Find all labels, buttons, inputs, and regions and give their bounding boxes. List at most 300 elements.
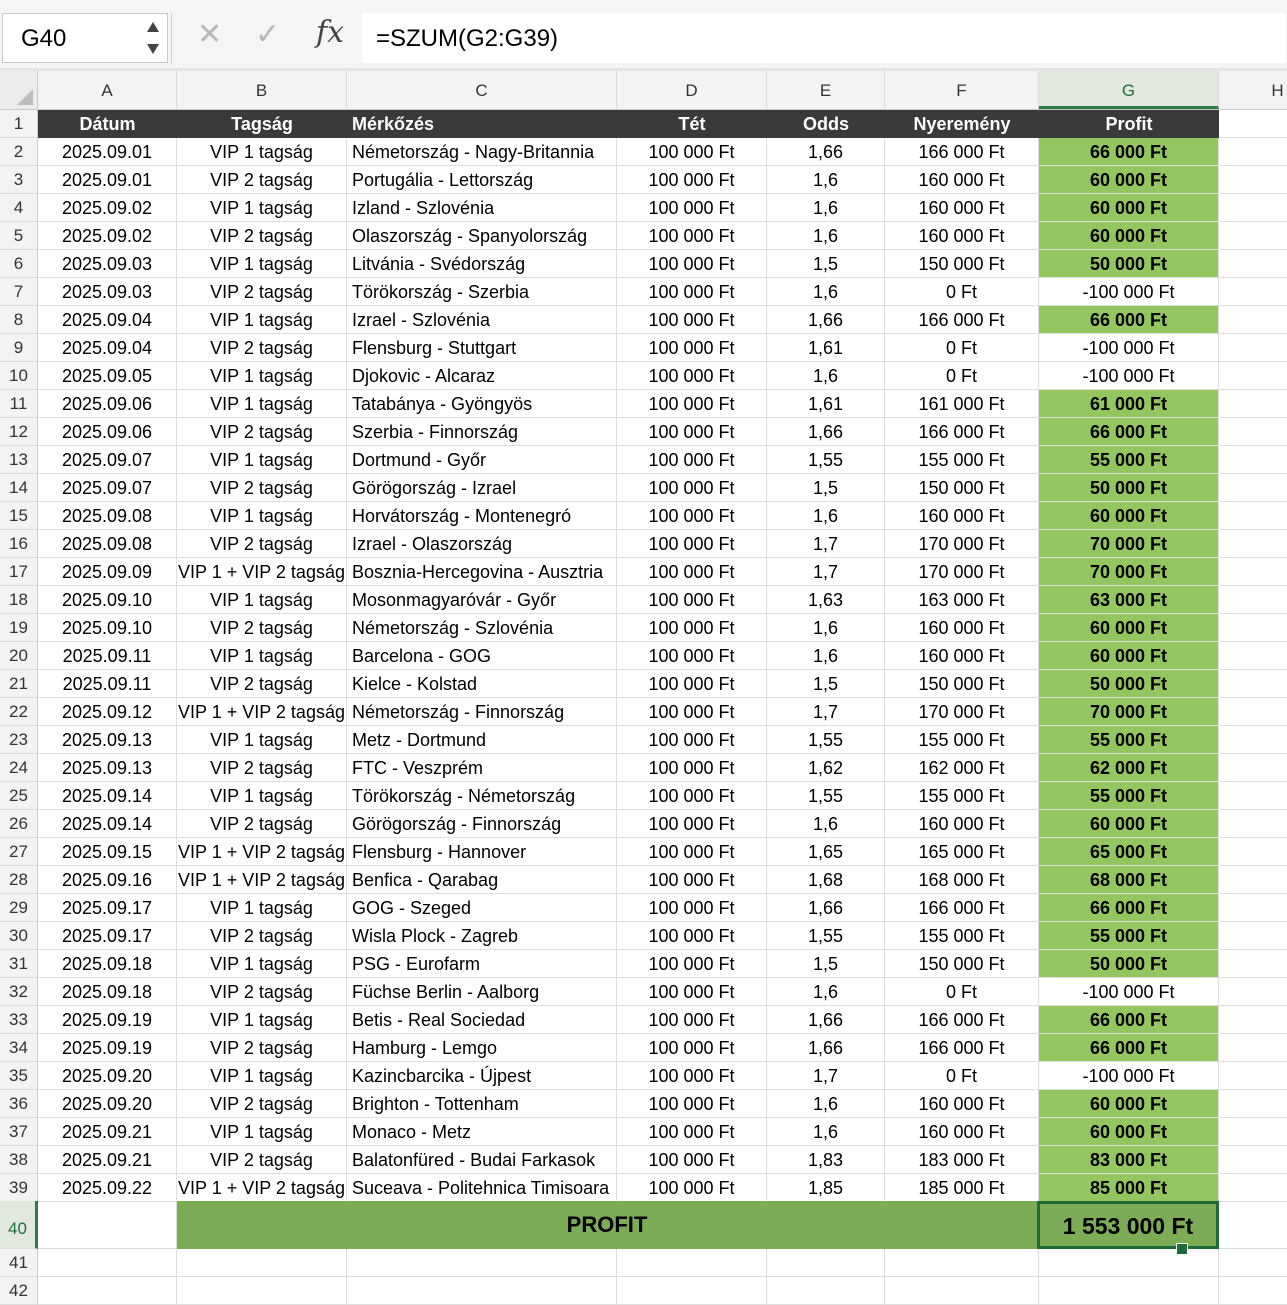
row-header[interactable]: 16 — [0, 530, 38, 558]
cell-nyeremeny[interactable]: 166 000 Ft — [885, 306, 1039, 334]
cell-tet[interactable]: 100 000 Ft — [617, 362, 767, 390]
cell-nyeremeny[interactable]: 150 000 Ft — [885, 250, 1039, 278]
empty-cell[interactable] — [1219, 166, 1287, 194]
cell-profit[interactable]: 55 000 Ft — [1039, 782, 1219, 810]
cell-datum[interactable]: 2025.09.06 — [38, 390, 177, 418]
row-header[interactable]: 29 — [0, 894, 38, 922]
empty-cell[interactable] — [1219, 810, 1287, 838]
empty-cell[interactable] — [1219, 1146, 1287, 1174]
cell-odds[interactable]: 1,6 — [767, 502, 885, 530]
cell-datum[interactable]: 2025.09.19 — [38, 1034, 177, 1062]
cell-nyeremeny[interactable]: 165 000 Ft — [885, 838, 1039, 866]
cell-tet[interactable]: 100 000 Ft — [617, 950, 767, 978]
cell-merkozes[interactable]: Benfica - Qarabag — [347, 866, 617, 894]
cell-odds[interactable]: 1,66 — [767, 1034, 885, 1062]
cell-merkozes[interactable]: Izrael - Olaszország — [347, 530, 617, 558]
cell-profit[interactable]: 60 000 Ft — [1039, 642, 1219, 670]
row-header[interactable]: 12 — [0, 418, 38, 446]
cell-merkozes[interactable]: Dortmund - Győr — [347, 446, 617, 474]
cell-profit[interactable]: 50 000 Ft — [1039, 250, 1219, 278]
empty-cell[interactable] — [1219, 1006, 1287, 1034]
cell-nyeremeny[interactable]: 170 000 Ft — [885, 698, 1039, 726]
cell-nyeremeny[interactable]: 163 000 Ft — [885, 586, 1039, 614]
cell-odds[interactable]: 1,6 — [767, 222, 885, 250]
cell-datum[interactable]: 2025.09.04 — [38, 334, 177, 362]
cell-tet[interactable]: 100 000 Ft — [617, 698, 767, 726]
cell-tagsag[interactable]: VIP 2 tagság — [177, 166, 347, 194]
row-header[interactable]: 36 — [0, 1090, 38, 1118]
cell-odds[interactable]: 1,6 — [767, 166, 885, 194]
cell-nyeremeny[interactable]: 170 000 Ft — [885, 530, 1039, 558]
empty-cell[interactable] — [1219, 1090, 1287, 1118]
cell-merkozes[interactable]: Görögország - Finnország — [347, 810, 617, 838]
cell-odds[interactable]: 1,66 — [767, 138, 885, 166]
cell-odds[interactable]: 1,6 — [767, 978, 885, 1006]
cell-nyeremeny[interactable]: 160 000 Ft — [885, 810, 1039, 838]
confirm-icon[interactable]: ✓ — [255, 18, 281, 51]
insert-function-icon[interactable]: fx — [316, 15, 345, 50]
row-header[interactable]: 1 — [0, 110, 38, 138]
chevron-down-icon[interactable] — [147, 44, 159, 54]
cell-tagsag[interactable]: VIP 1 tagság — [177, 306, 347, 334]
cell-tet[interactable]: 100 000 Ft — [617, 614, 767, 642]
name-box[interactable] — [2, 13, 168, 63]
cell-odds[interactable]: 1,61 — [767, 390, 885, 418]
cell-tet[interactable]: 100 000 Ft — [617, 166, 767, 194]
cell-datum[interactable]: 2025.09.20 — [38, 1062, 177, 1090]
empty-cell[interactable] — [1219, 1249, 1287, 1277]
empty-cell[interactable] — [1219, 278, 1287, 306]
row-header[interactable]: 22 — [0, 698, 38, 726]
cell-tagsag[interactable]: VIP 1 tagság — [177, 1006, 347, 1034]
cell-profit[interactable]: 50 000 Ft — [1039, 670, 1219, 698]
cell-odds[interactable]: 1,83 — [767, 1146, 885, 1174]
cell-merkozes[interactable]: Kazincbarcika - Újpest — [347, 1062, 617, 1090]
empty-cell[interactable] — [1219, 838, 1287, 866]
cell-merkozes[interactable]: Betis - Real Sociedad — [347, 1006, 617, 1034]
cell-profit[interactable]: 62 000 Ft — [1039, 754, 1219, 782]
cell-merkozes[interactable]: Görögország - Izrael — [347, 474, 617, 502]
cell-tagsag[interactable]: VIP 1 tagság — [177, 894, 347, 922]
cell-nyeremeny[interactable]: 160 000 Ft — [885, 502, 1039, 530]
cell-datum[interactable]: 2025.09.02 — [38, 222, 177, 250]
empty-cell[interactable] — [1219, 1174, 1287, 1202]
empty-cell[interactable] — [1219, 586, 1287, 614]
empty-cell[interactable] — [38, 1277, 177, 1305]
cell-tet[interactable]: 100 000 Ft — [617, 782, 767, 810]
cell-tet[interactable]: 100 000 Ft — [617, 586, 767, 614]
cell-merkozes[interactable]: Djokovic - Alcaraz — [347, 362, 617, 390]
cell-nyeremeny[interactable]: 0 Ft — [885, 362, 1039, 390]
cell-profit[interactable]: 60 000 Ft — [1039, 1118, 1219, 1146]
cell-datum[interactable]: 2025.09.03 — [38, 250, 177, 278]
cell-merkozes[interactable]: FTC - Veszprém — [347, 754, 617, 782]
cell-datum[interactable]: 2025.09.07 — [38, 474, 177, 502]
empty-cell[interactable] — [1219, 1201, 1287, 1249]
cell-profit[interactable]: 55 000 Ft — [1039, 726, 1219, 754]
empty-cell[interactable] — [767, 1277, 885, 1305]
cell-nyeremeny[interactable]: 155 000 Ft — [885, 782, 1039, 810]
column-header-f[interactable]: F — [885, 71, 1039, 109]
cell-profit[interactable]: 70 000 Ft — [1039, 530, 1219, 558]
cell-merkozes[interactable]: Németország - Szlovénia — [347, 614, 617, 642]
cell-merkozes[interactable]: Németország - Nagy-Britannia — [347, 138, 617, 166]
cell-merkozes[interactable]: Törökország - Szerbia — [347, 278, 617, 306]
cell-merkozes[interactable]: Barcelona - GOG — [347, 642, 617, 670]
cell-tagsag[interactable]: VIP 1 tagság — [177, 1062, 347, 1090]
cell-odds[interactable]: 1,55 — [767, 922, 885, 950]
column-header-d[interactable]: D — [617, 71, 767, 109]
empty-cell[interactable] — [1219, 222, 1287, 250]
empty-cell[interactable] — [177, 1277, 347, 1305]
cell-merkozes[interactable]: Litvánia - Svédország — [347, 250, 617, 278]
cell-odds[interactable]: 1,66 — [767, 418, 885, 446]
cell-profit[interactable]: 61 000 Ft — [1039, 390, 1219, 418]
cell-tet[interactable]: 100 000 Ft — [617, 978, 767, 1006]
cell-merkozes[interactable]: Tatabánya - Gyöngyös — [347, 390, 617, 418]
cell-tet[interactable]: 100 000 Ft — [617, 418, 767, 446]
cell-merkozes[interactable]: Szerbia - Finnország — [347, 418, 617, 446]
cell-tagsag[interactable]: VIP 1 tagság — [177, 138, 347, 166]
cell-tet[interactable]: 100 000 Ft — [617, 894, 767, 922]
cell-tet[interactable]: 100 000 Ft — [617, 250, 767, 278]
cell-tet[interactable]: 100 000 Ft — [617, 278, 767, 306]
cell-odds[interactable]: 1,7 — [767, 698, 885, 726]
cell-odds[interactable]: 1,6 — [767, 1090, 885, 1118]
empty-cell[interactable] — [1219, 558, 1287, 586]
empty-cell[interactable] — [617, 1277, 767, 1305]
cell-nyeremeny[interactable]: 166 000 Ft — [885, 894, 1039, 922]
cell-tagsag[interactable]: VIP 2 tagság — [177, 418, 347, 446]
cell-merkozes[interactable]: Hamburg - Lemgo — [347, 1034, 617, 1062]
cell-datum[interactable]: 2025.09.11 — [38, 642, 177, 670]
cell-odds[interactable]: 1,66 — [767, 894, 885, 922]
row-header[interactable]: 5 — [0, 222, 38, 250]
cell-profit[interactable]: 60 000 Ft — [1039, 166, 1219, 194]
row-header[interactable]: 8 — [0, 306, 38, 334]
cell-profit[interactable]: 70 000 Ft — [1039, 558, 1219, 586]
cell-datum[interactable]: 2025.09.10 — [38, 614, 177, 642]
column-header-a[interactable]: A — [38, 71, 177, 109]
cell-profit[interactable]: 55 000 Ft — [1039, 446, 1219, 474]
cell-merkozes[interactable]: Monaco - Metz — [347, 1118, 617, 1146]
cell-merkozes[interactable]: Horvátország - Montenegró — [347, 502, 617, 530]
cell-profit[interactable]: -100 000 Ft — [1039, 278, 1219, 306]
row-header[interactable]: 15 — [0, 502, 38, 530]
cell-tet[interactable]: 100 000 Ft — [617, 810, 767, 838]
row-header[interactable]: 30 — [0, 922, 38, 950]
cell-odds[interactable]: 1,68 — [767, 866, 885, 894]
empty-cell[interactable] — [1219, 922, 1287, 950]
cell-profit[interactable]: 63 000 Ft — [1039, 586, 1219, 614]
cell-profit[interactable]: -100 000 Ft — [1039, 1062, 1219, 1090]
cell-nyeremeny[interactable]: 160 000 Ft — [885, 642, 1039, 670]
header-tagsag[interactable]: Tagság — [177, 110, 347, 138]
cell-odds[interactable]: 1,65 — [767, 838, 885, 866]
cell-tagsag[interactable]: VIP 1 tagság — [177, 362, 347, 390]
cell-tet[interactable]: 100 000 Ft — [617, 1090, 767, 1118]
cell-odds[interactable]: 1,7 — [767, 530, 885, 558]
cell-tet[interactable]: 100 000 Ft — [617, 670, 767, 698]
cell-merkozes[interactable]: Füchse Berlin - Aalborg — [347, 978, 617, 1006]
cell-merkozes[interactable]: GOG - Szeged — [347, 894, 617, 922]
cell-profit[interactable]: 60 000 Ft — [1039, 222, 1219, 250]
row-header[interactable]: 19 — [0, 614, 38, 642]
row-header[interactable]: 21 — [0, 670, 38, 698]
cell-profit[interactable]: 50 000 Ft — [1039, 950, 1219, 978]
cell-tet[interactable]: 100 000 Ft — [617, 1146, 767, 1174]
row-header[interactable]: 28 — [0, 866, 38, 894]
cell-profit[interactable]: -100 000 Ft — [1039, 978, 1219, 1006]
cell-tagsag[interactable]: VIP 1 tagság — [177, 194, 347, 222]
cell-nyeremeny[interactable]: 166 000 Ft — [885, 138, 1039, 166]
empty-cell[interactable] — [885, 1277, 1039, 1305]
empty-cell[interactable] — [1219, 866, 1287, 894]
cell-profit[interactable]: -100 000 Ft — [1039, 334, 1219, 362]
cell-tagsag[interactable]: VIP 1 tagság — [177, 950, 347, 978]
cell-tet[interactable]: 100 000 Ft — [617, 530, 767, 558]
cell-tet[interactable]: 100 000 Ft — [617, 138, 767, 166]
row-header[interactable]: 9 — [0, 334, 38, 362]
row-header[interactable]: 20 — [0, 642, 38, 670]
cell-profit[interactable]: 55 000 Ft — [1039, 922, 1219, 950]
empty-cell[interactable] — [347, 1249, 617, 1277]
cell-tagsag[interactable]: VIP 2 tagság — [177, 334, 347, 362]
header-datum[interactable]: Dátum — [38, 110, 177, 138]
cell-tagsag[interactable]: VIP 2 tagság — [177, 978, 347, 1006]
cell-datum[interactable]: 2025.09.16 — [38, 866, 177, 894]
header-tet[interactable]: Tét — [617, 110, 767, 138]
cell-odds[interactable]: 1,61 — [767, 334, 885, 362]
empty-cell[interactable] — [1219, 670, 1287, 698]
row-header[interactable]: 41 — [0, 1249, 38, 1277]
empty-cell[interactable] — [767, 1249, 885, 1277]
empty-cell[interactable] — [347, 1277, 617, 1305]
cell-nyeremeny[interactable]: 185 000 Ft — [885, 1174, 1039, 1202]
cell-merkozes[interactable]: Törökország - Németország — [347, 782, 617, 810]
cell-odds[interactable]: 1,55 — [767, 446, 885, 474]
cell-tagsag[interactable]: VIP 1 tagság — [177, 726, 347, 754]
row-header[interactable]: 7 — [0, 278, 38, 306]
row-header[interactable]: 13 — [0, 446, 38, 474]
cell-datum[interactable]: 2025.09.17 — [38, 894, 177, 922]
empty-cell[interactable] — [1219, 726, 1287, 754]
cell-tagsag[interactable]: VIP 2 tagság — [177, 1034, 347, 1062]
row-header[interactable]: 17 — [0, 558, 38, 586]
cell-merkozes[interactable]: Flensburg - Stuttgart — [347, 334, 617, 362]
empty-cell[interactable] — [1219, 978, 1287, 1006]
cell-datum[interactable]: 2025.09.15 — [38, 838, 177, 866]
total-value-cell[interactable] — [1037, 1201, 1219, 1249]
cell-tet[interactable]: 100 000 Ft — [617, 1174, 767, 1202]
cell-datum[interactable]: 2025.09.08 — [38, 502, 177, 530]
row-header[interactable]: 39 — [0, 1174, 38, 1202]
cell-nyeremeny[interactable]: 170 000 Ft — [885, 558, 1039, 586]
cell-odds[interactable]: 1,66 — [767, 306, 885, 334]
cell-profit[interactable]: 66 000 Ft — [1039, 138, 1219, 166]
cell-merkozes[interactable]: Bosznia-Hercegovina - Ausztria — [347, 558, 617, 586]
cell-odds[interactable]: 1,5 — [767, 474, 885, 502]
cell-odds[interactable]: 1,7 — [767, 558, 885, 586]
cell-tet[interactable]: 100 000 Ft — [617, 1006, 767, 1034]
empty-cell[interactable] — [38, 1201, 177, 1249]
header-nyeremeny[interactable]: Nyeremény — [885, 110, 1039, 138]
cell-datum[interactable]: 2025.09.22 — [38, 1174, 177, 1202]
cell-datum[interactable]: 2025.09.06 — [38, 418, 177, 446]
empty-cell[interactable] — [1219, 698, 1287, 726]
row-header[interactable]: 24 — [0, 754, 38, 782]
cell-datum[interactable]: 2025.09.08 — [38, 530, 177, 558]
empty-cell[interactable] — [1219, 530, 1287, 558]
cell-nyeremeny[interactable]: 161 000 Ft — [885, 390, 1039, 418]
empty-cell[interactable] — [1219, 194, 1287, 222]
cell-tagsag[interactable]: VIP 2 tagság — [177, 670, 347, 698]
cell-tagsag[interactable]: VIP 1 + VIP 2 tagság — [177, 698, 347, 726]
cell-merkozes[interactable]: Németország - Finnország — [347, 698, 617, 726]
cell-datum[interactable]: 2025.09.12 — [38, 698, 177, 726]
cell-tagsag[interactable]: VIP 2 tagság — [177, 1090, 347, 1118]
cell-datum[interactable]: 2025.09.13 — [38, 726, 177, 754]
cell-datum[interactable]: 2025.09.10 — [38, 586, 177, 614]
cell-tet[interactable]: 100 000 Ft — [617, 194, 767, 222]
empty-cell[interactable] — [1219, 418, 1287, 446]
cell-odds[interactable]: 1,55 — [767, 782, 885, 810]
cell-nyeremeny[interactable]: 168 000 Ft — [885, 866, 1039, 894]
row-header[interactable]: 33 — [0, 1006, 38, 1034]
cell-tet[interactable]: 100 000 Ft — [617, 726, 767, 754]
row-header[interactable]: 14 — [0, 474, 38, 502]
cell-nyeremeny[interactable]: 0 Ft — [885, 978, 1039, 1006]
cell-merkozes[interactable]: Suceava - Politehnica Timisoara — [347, 1174, 617, 1202]
cell-profit[interactable]: 85 000 Ft — [1039, 1174, 1219, 1202]
cell-tagsag[interactable]: VIP 1 tagság — [177, 782, 347, 810]
column-header-c[interactable]: C — [347, 71, 617, 109]
cell-odds[interactable]: 1,5 — [767, 950, 885, 978]
cell-datum[interactable]: 2025.09.01 — [38, 166, 177, 194]
cell-datum[interactable]: 2025.09.17 — [38, 922, 177, 950]
cell-profit[interactable]: 83 000 Ft — [1039, 1146, 1219, 1174]
cell-tet[interactable]: 100 000 Ft — [617, 502, 767, 530]
cell-nyeremeny[interactable]: 160 000 Ft — [885, 166, 1039, 194]
cell-tet[interactable]: 100 000 Ft — [617, 754, 767, 782]
cell-tet[interactable]: 100 000 Ft — [617, 838, 767, 866]
cell-tet[interactable]: 100 000 Ft — [617, 866, 767, 894]
total-label[interactable]: PROFIT — [177, 1201, 1037, 1249]
empty-cell[interactable] — [1219, 1034, 1287, 1062]
cell-nyeremeny[interactable]: 160 000 Ft — [885, 1090, 1039, 1118]
cell-tet[interactable]: 100 000 Ft — [617, 1062, 767, 1090]
empty-cell[interactable] — [1219, 894, 1287, 922]
cancel-icon[interactable]: ✕ — [197, 18, 223, 51]
row-header[interactable]: 40 — [0, 1201, 38, 1249]
cell-profit[interactable]: 70 000 Ft — [1039, 698, 1219, 726]
empty-cell[interactable] — [1219, 1277, 1287, 1305]
cell-merkozes[interactable]: Metz - Dortmund — [347, 726, 617, 754]
empty-cell[interactable] — [1219, 362, 1287, 390]
cell-nyeremeny[interactable]: 155 000 Ft — [885, 922, 1039, 950]
cell-nyeremeny[interactable]: 150 000 Ft — [885, 950, 1039, 978]
cell-nyeremeny[interactable]: 166 000 Ft — [885, 1034, 1039, 1062]
cell-tet[interactable]: 100 000 Ft — [617, 334, 767, 362]
cell-tagsag[interactable]: VIP 1 tagság — [177, 390, 347, 418]
row-header[interactable]: 25 — [0, 782, 38, 810]
cell-merkozes[interactable]: Olaszország - Spanyolország — [347, 222, 617, 250]
row-header[interactable]: 27 — [0, 838, 38, 866]
cell-tagsag[interactable]: VIP 1 tagság — [177, 586, 347, 614]
row-header[interactable]: 35 — [0, 1062, 38, 1090]
cell-tagsag[interactable]: VIP 1 tagság — [177, 642, 347, 670]
cell-profit[interactable]: 60 000 Ft — [1039, 194, 1219, 222]
column-header-h[interactable]: H — [1219, 71, 1287, 109]
header-profit[interactable]: Profit — [1039, 110, 1219, 138]
cell-datum[interactable]: 2025.09.01 — [38, 138, 177, 166]
cell-odds[interactable]: 1,62 — [767, 754, 885, 782]
cell-datum[interactable]: 2025.09.14 — [38, 810, 177, 838]
cell-profit[interactable]: 66 000 Ft — [1039, 1006, 1219, 1034]
cell-merkozes[interactable]: Brighton - Tottenham — [347, 1090, 617, 1118]
cell-nyeremeny[interactable]: 160 000 Ft — [885, 194, 1039, 222]
empty-cell[interactable] — [1219, 334, 1287, 362]
row-header[interactable]: 31 — [0, 950, 38, 978]
cell-datum[interactable]: 2025.09.21 — [38, 1146, 177, 1174]
cell-datum[interactable]: 2025.09.13 — [38, 754, 177, 782]
empty-cell[interactable] — [1219, 642, 1287, 670]
cell-odds[interactable]: 1,7 — [767, 1062, 885, 1090]
cell-datum[interactable]: 2025.09.03 — [38, 278, 177, 306]
cell-nyeremeny[interactable]: 160 000 Ft — [885, 1118, 1039, 1146]
row-header[interactable]: 38 — [0, 1146, 38, 1174]
chevron-up-icon[interactable] — [147, 22, 159, 32]
empty-cell[interactable] — [1219, 782, 1287, 810]
cell-merkozes[interactable]: Izrael - Szlovénia — [347, 306, 617, 334]
cell-datum[interactable]: 2025.09.09 — [38, 558, 177, 586]
cell-nyeremeny[interactable]: 150 000 Ft — [885, 474, 1039, 502]
cell-nyeremeny[interactable]: 155 000 Ft — [885, 446, 1039, 474]
cell-tet[interactable]: 100 000 Ft — [617, 474, 767, 502]
cell-tet[interactable]: 100 000 Ft — [617, 558, 767, 586]
cell-datum[interactable]: 2025.09.19 — [38, 1006, 177, 1034]
cell-odds[interactable]: 1,5 — [767, 670, 885, 698]
empty-cell[interactable] — [1219, 138, 1287, 166]
cell-odds[interactable]: 1,6 — [767, 194, 885, 222]
select-all-corner[interactable] — [0, 71, 38, 109]
header-odds[interactable]: Odds — [767, 110, 885, 138]
cell-merkozes[interactable]: Mosonmagyaróvár - Győr — [347, 586, 617, 614]
empty-cell[interactable] — [1219, 950, 1287, 978]
cell-datum[interactable]: 2025.09.05 — [38, 362, 177, 390]
cell-tagsag[interactable]: VIP 1 tagság — [177, 1118, 347, 1146]
cell-tagsag[interactable]: VIP 2 tagság — [177, 278, 347, 306]
empty-cell[interactable] — [1219, 1062, 1287, 1090]
cell-nyeremeny[interactable]: 160 000 Ft — [885, 222, 1039, 250]
cell-odds[interactable]: 1,55 — [767, 726, 885, 754]
cell-tagsag[interactable]: VIP 2 tagság — [177, 754, 347, 782]
row-header[interactable]: 10 — [0, 362, 38, 390]
cell-nyeremeny[interactable]: 166 000 Ft — [885, 1006, 1039, 1034]
cell-odds[interactable]: 1,63 — [767, 586, 885, 614]
row-header[interactable]: 4 — [0, 194, 38, 222]
cell-profit[interactable]: 66 000 Ft — [1039, 894, 1219, 922]
cell-tagsag[interactable]: VIP 2 tagság — [177, 474, 347, 502]
row-header[interactable]: 26 — [0, 810, 38, 838]
empty-cell[interactable] — [1039, 1249, 1219, 1277]
cell-profit[interactable]: 66 000 Ft — [1039, 418, 1219, 446]
empty-cell[interactable] — [1219, 446, 1287, 474]
name-box-stepper[interactable] — [145, 20, 161, 56]
cell-tagsag[interactable]: VIP 2 tagság — [177, 922, 347, 950]
cell-odds[interactable]: 1,6 — [767, 810, 885, 838]
cell-profit[interactable]: 68 000 Ft — [1039, 866, 1219, 894]
